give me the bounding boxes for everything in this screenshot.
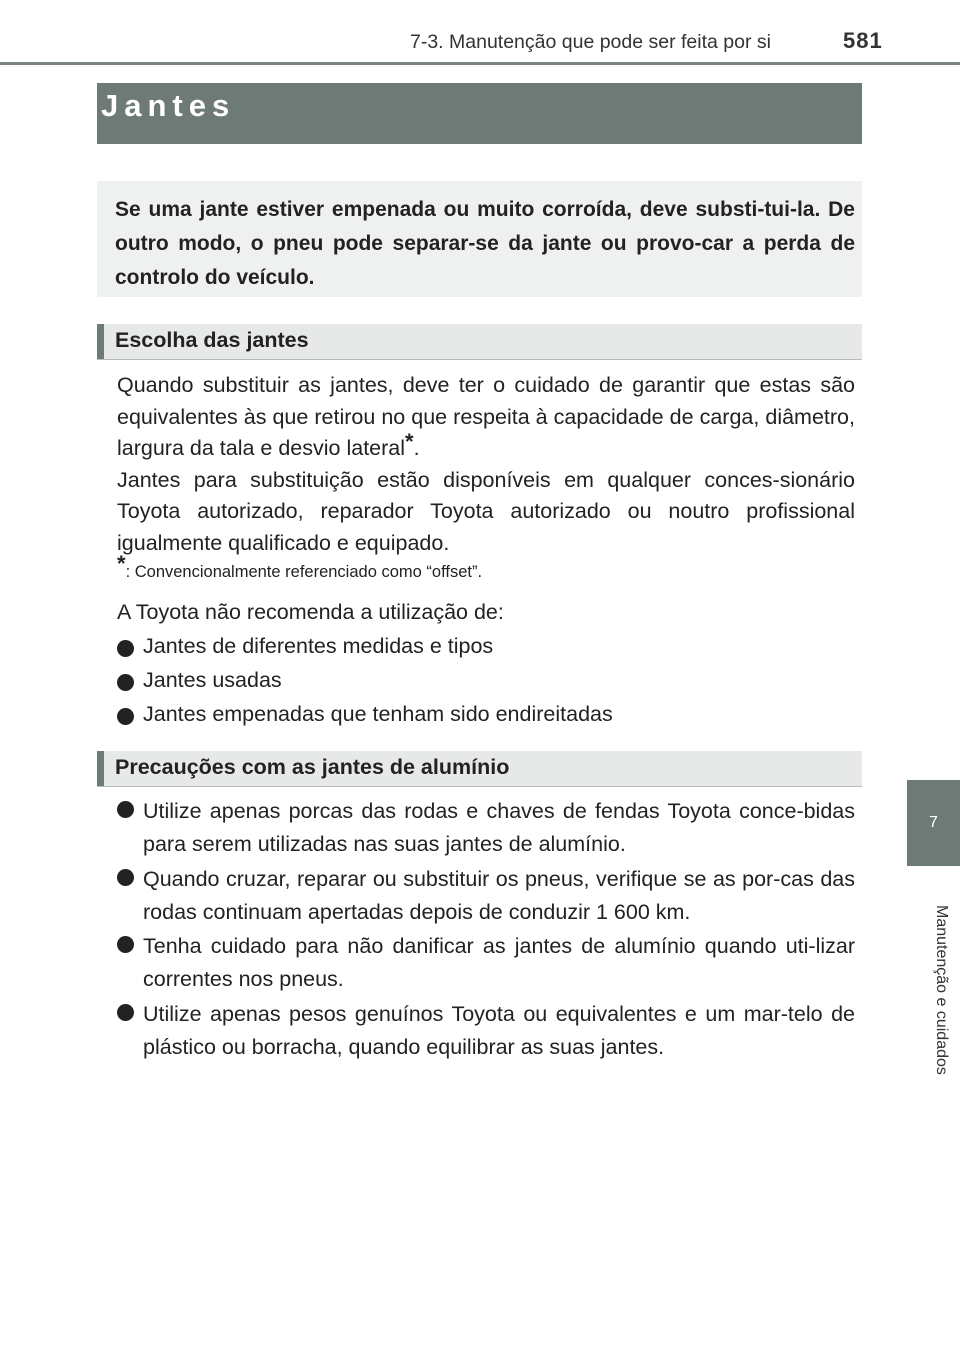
- chapter-tab-label: Manutenção e cuidados: [933, 905, 950, 1075]
- paragraph-text-dealers: Jantes para substituição estão disponíveis em qualquer conces-sionário Toyota autorizado, reparador Toyota autorizado ou noutro profissional igualmente qualificado e equipado.: [117, 467, 855, 555]
- recommendation-intro: A Toyota não recomenda a utilização de:: [117, 600, 504, 624]
- list-item-text: Jantes de diferentes medidas e tipos: [143, 634, 494, 658]
- chapter-tab: 7: [907, 780, 960, 866]
- list-item-text: Tenha cuidado para não danificar as jantes de alumínio quando uti-lizar correntes nos pneus.: [143, 934, 855, 991]
- list-item-text: Quando cruzar, reparar ou substituir os pneus, verifique se as por-cas das rodas continuam apertadas depois de conduzir 1 600 km.: [143, 866, 855, 924]
- list-item: [117, 795, 855, 861]
- asterisk-mark: *: [405, 429, 414, 454]
- page-title: Jantes: [101, 88, 236, 123]
- section-heading-aluminium-precautions: [97, 751, 862, 787]
- bullet-icon: [117, 1004, 134, 1021]
- section-heading-label: Escolha das jantes: [115, 328, 309, 352]
- footnote-text: : Convencionalmente referenciado como “offset”.: [125, 563, 483, 581]
- bullet-icon: [117, 674, 134, 691]
- bullet-icon: [117, 640, 134, 657]
- paragraph-wheel-choice: [117, 370, 855, 559]
- bullet-icon: [117, 801, 134, 818]
- list-item: [117, 998, 855, 1064]
- section-heading-label: Precauções com as jantes de alumínio: [115, 755, 510, 779]
- list-item: [117, 863, 855, 929]
- list-item: [117, 668, 282, 693]
- section-heading-wheel-choice: [97, 324, 862, 360]
- footnote-asterisk: *: [117, 551, 126, 576]
- list-item: [117, 702, 613, 727]
- bullet-icon: [117, 936, 134, 953]
- bullet-icon: [117, 708, 134, 725]
- precautions-list: [117, 795, 855, 1065]
- bullet-icon: [117, 869, 134, 886]
- list-item-text: Jantes empenadas que tenham sido endireitadas: [143, 702, 613, 726]
- intro-text: Se uma jante estiver empenada ou muito corroída, deve substi-tui-la. De outro modo, o pneu pode separar-se da jante ou provo-car a perda de controlo do veículo.: [115, 198, 855, 289]
- paragraph-text: Quando substituir as jantes, deve ter o cuidado de garantir que estas são equivalentes às que retirou no que respeita à capacidade de carga, diâmetro, largura da tala e desvio lateral: [117, 373, 855, 460]
- list-item-text: Jantes usadas: [143, 668, 282, 692]
- list-item: [117, 930, 855, 996]
- list-item-text: Utilize apenas pesos genuínos Toyota ou equivalentes e um mar-telo de plástico ou borracha, quando equilibrar as suas jantes.: [143, 1001, 855, 1059]
- footnote: [117, 551, 483, 582]
- list-item-text: Utilize apenas porcas das rodas e chaves de fendas Toyota conce-bidas para serem utilizadas nas suas jantes de alumínio.: [143, 799, 855, 856]
- paragraph-period: .: [413, 436, 420, 460]
- page-number: 581: [843, 28, 883, 53]
- header-rule: [0, 62, 960, 65]
- list-item: [117, 634, 493, 659]
- running-header-section: 7-3. Manutenção que pode ser feita por si: [410, 31, 771, 53]
